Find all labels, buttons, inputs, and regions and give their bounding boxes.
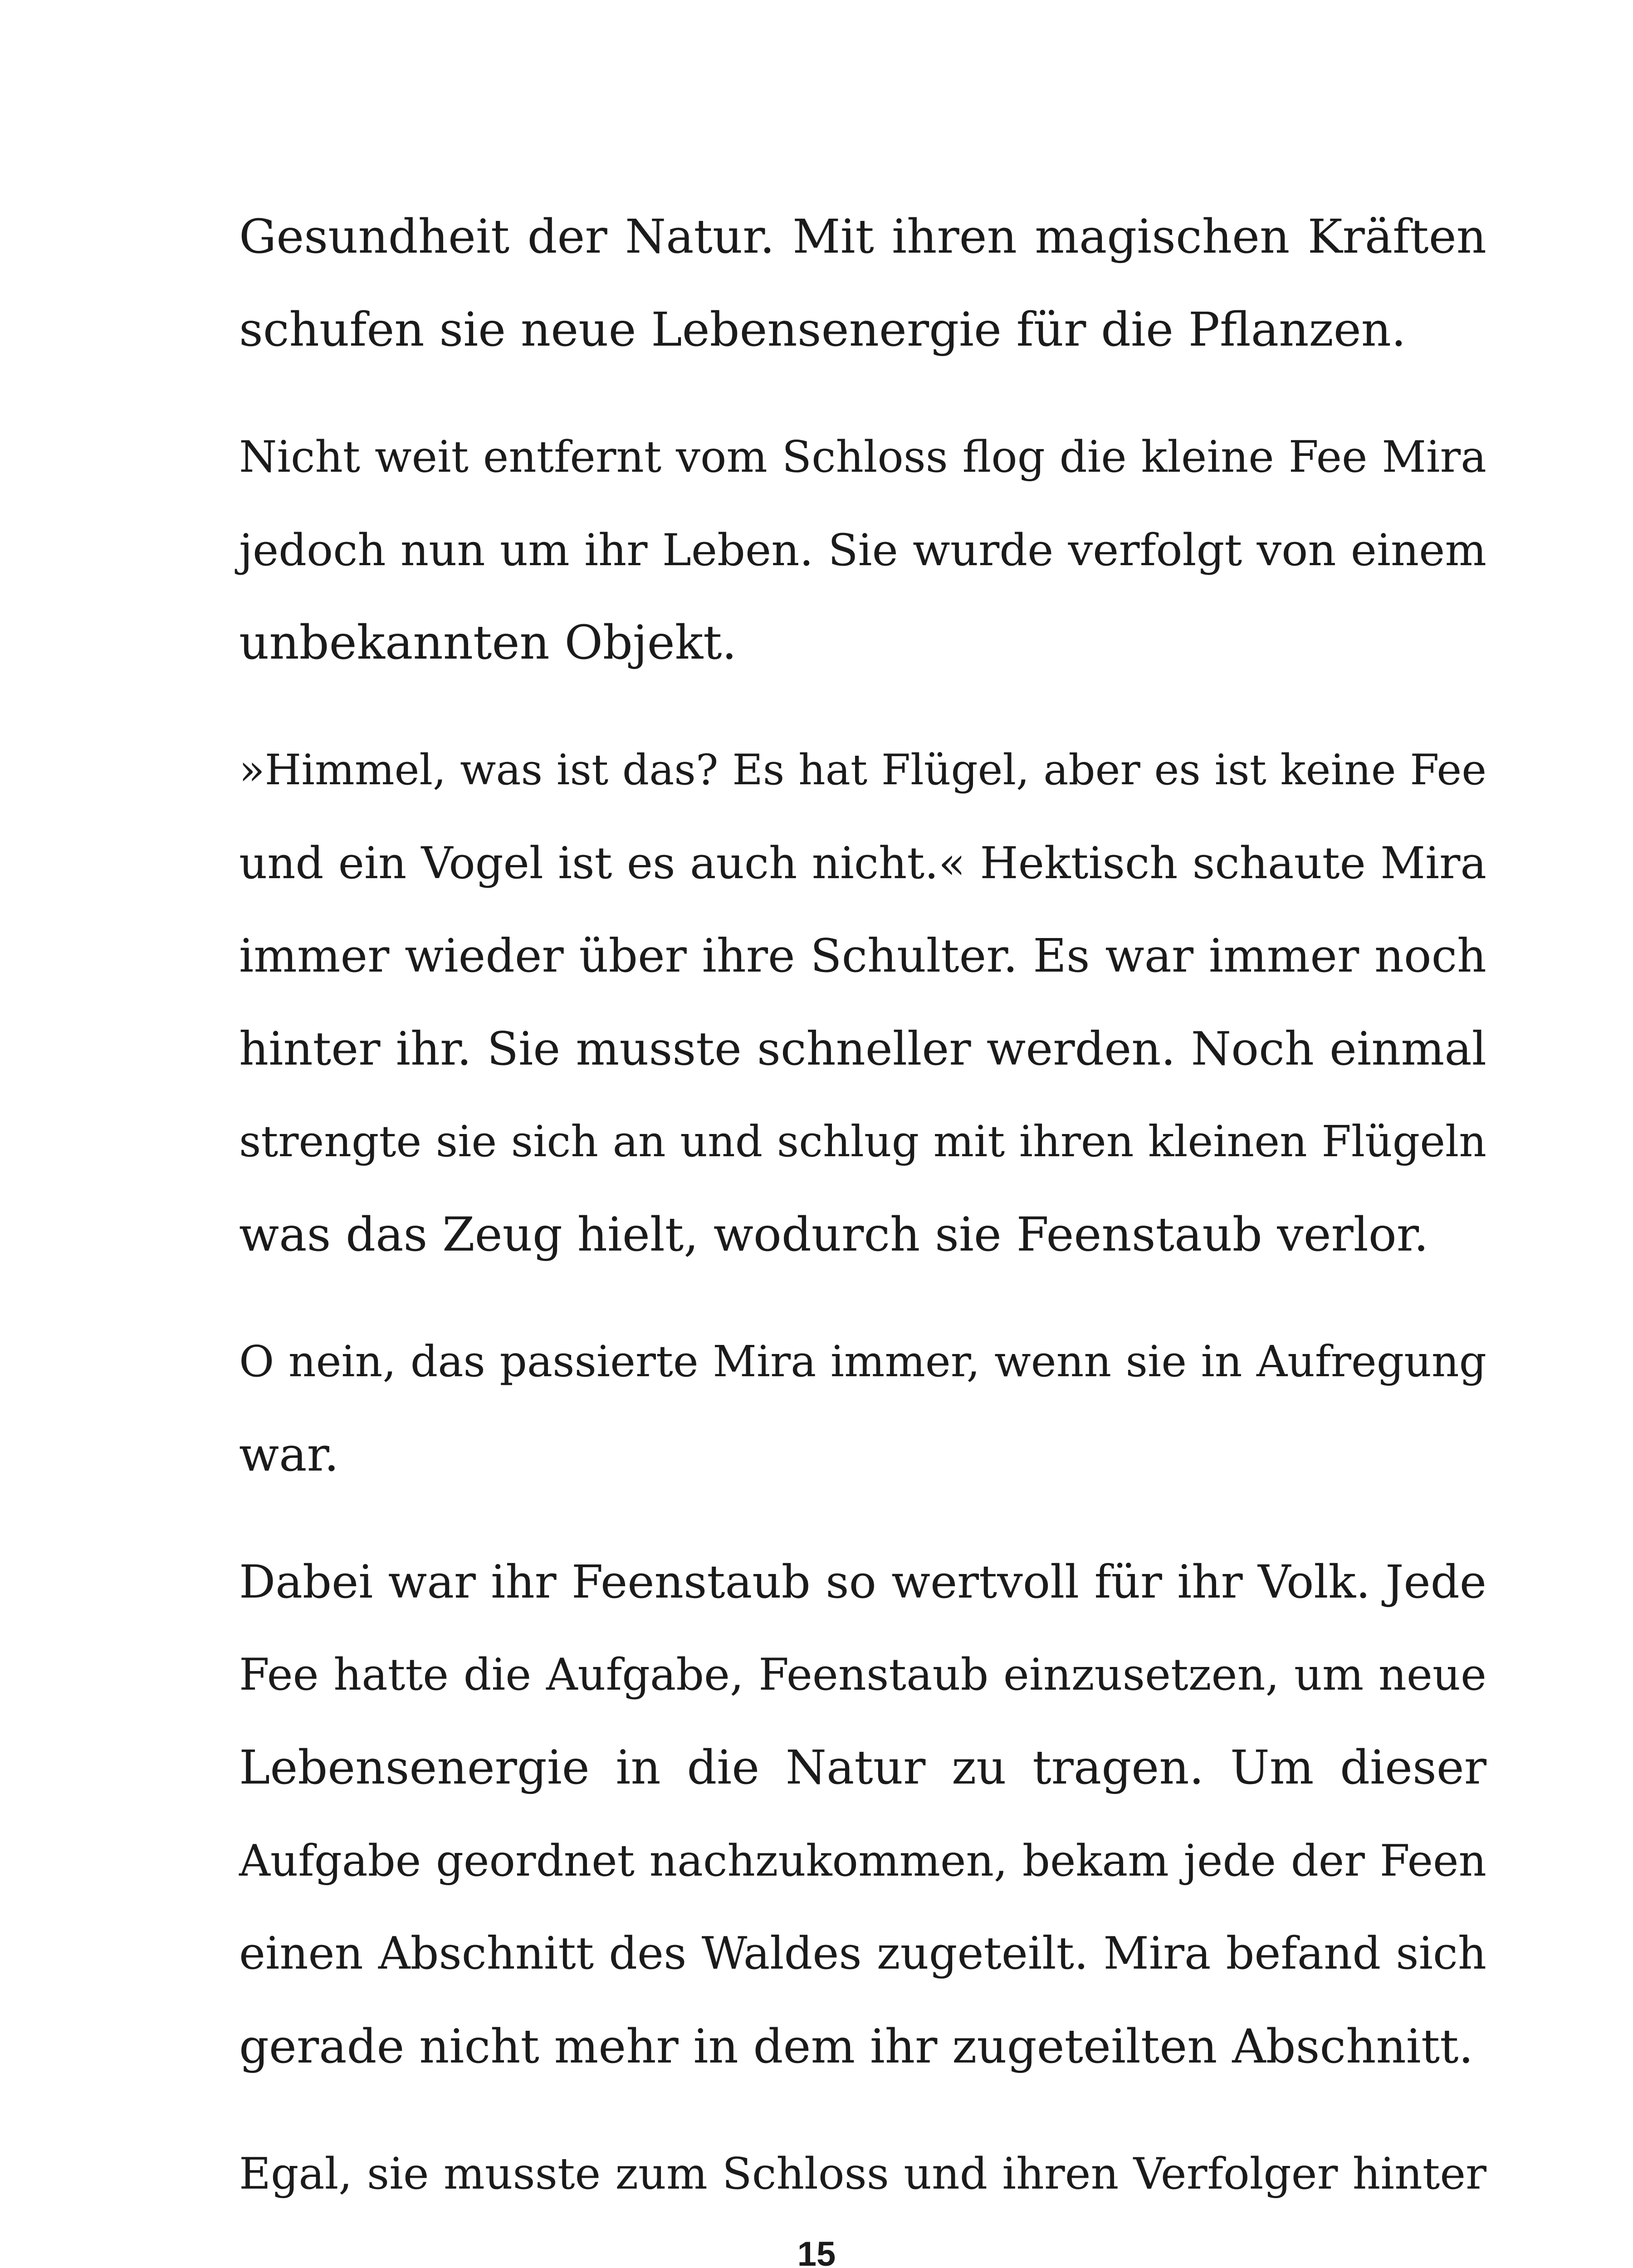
text-line: Aufgabe geordnet nachzukommen, bekam jede der Feen: [239, 1835, 1486, 1886]
text-line: jedoch nun um ihr Leben. Sie wurde verfolgt von einem: [239, 524, 1486, 576]
text-line: war.: [239, 1427, 339, 1482]
text-line: Nicht weit entfernt vom Schloss flog die kleine Fee Mira: [239, 432, 1486, 482]
text-line: strengte sie sich an und schlug mit ihren kleinen Flügeln: [239, 1117, 1486, 1167]
text-line: gerade nicht mehr in dem ihr zugeteilten Abschnitt.: [239, 2019, 1474, 2074]
body-text: [239, 191, 1486, 2220]
text-line: und ein Vogel ist es auch nicht.« Hektisch schaute Mira: [239, 837, 1486, 889]
text-line: unbekannten Objekt.: [239, 616, 737, 670]
paragraph: [239, 411, 1486, 689]
text-line: Egal, sie musste zum Schloss und ihren Verfolger hinter: [239, 2148, 1486, 2199]
text-line: Fee hatte die Aufgabe, Feenstaub einzusetzen, um neue: [239, 1649, 1486, 1700]
paragraph: [239, 2127, 1486, 2220]
text-line: schufen sie neue Lebensenergie für die Pflanzen.: [239, 303, 1406, 357]
text-line: immer wieder über ihre Schulter. Es war immer noch: [239, 929, 1486, 982]
paragraph: [239, 723, 1486, 1281]
text-line: einen Abschnitt des Waldes zugeteilt. Mira befand sich: [239, 1928, 1486, 1980]
paragraph: [239, 191, 1486, 376]
text-line: O nein, das passierte Mira immer, wenn sie in Aufregung: [239, 1337, 1486, 1387]
text-line: hinter ihr. Sie musste schneller werden. Noch einmal: [239, 1022, 1486, 1075]
paragraph: [239, 1315, 1486, 1501]
text-line: Dabei war ihr Feenstaub so wertvoll für ihr Volk. Jede: [239, 1555, 1486, 1608]
text-line: was das Zeug hielt, wodurch sie Feenstaub verlor.: [239, 1207, 1429, 1262]
page-number: 15: [797, 2235, 836, 2268]
text-line: Gesundheit der Natur. Mit ihren magischen Kräften: [239, 210, 1486, 264]
paragraph: [239, 1535, 1486, 2093]
text-line: »Himmel, was ist das? Es hat Flügel, aber es ist keine Fee: [239, 745, 1486, 794]
text-line: Lebensenergie in die Natur zu tragen. Um dieser: [239, 1740, 1486, 1795]
